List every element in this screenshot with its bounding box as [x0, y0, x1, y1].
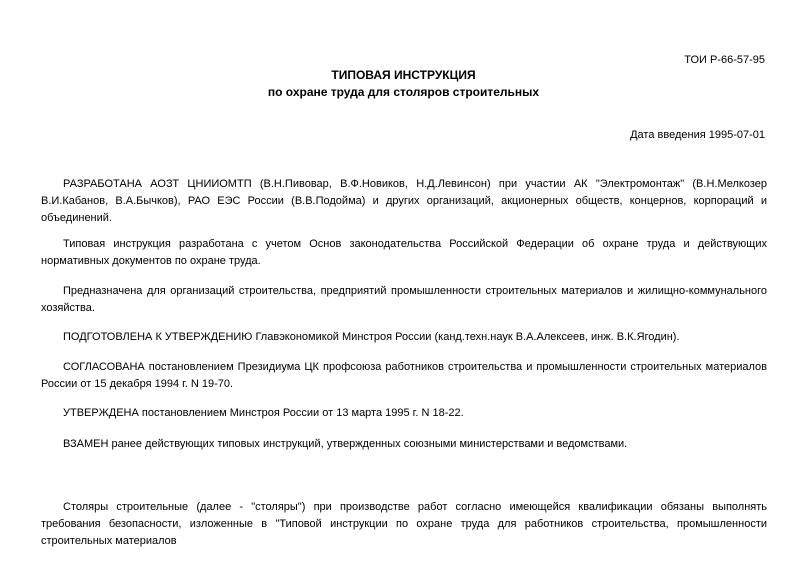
introduction-date: Дата введения 1995-07-01: [630, 129, 765, 141]
paragraph-approved: УТВЕРЖДЕНА постановлением Минстроя России от 13 марта 1995 г. N 18-22.: [63, 407, 464, 419]
paragraph-agreed: СОГЛАСОВАНА постановлением Президиума ЦК профсоюза работников строительства и промышленности строительных материалов России от 15 декабря 1994 г. N 19-70.: [41, 361, 767, 390]
document-title: ТИПОВАЯ ИНСТРУКЦИЯ: [331, 68, 476, 82]
paragraph-replaces: ВЗАМЕН ранее действующих типовых инструкций, утвержденных союзными министерствами и ведомствами.: [63, 438, 628, 450]
paragraph-intended-for: Предназначена для организаций строительства, предприятий промышленности строительных материалов и жилищно-коммунального хозяйства.: [41, 285, 767, 314]
paragraph-prepared-by: ПОДГОТОВЛЕНА К УТВЕРЖДЕНИЮ Главэкономикой Минстроя России (канд.техн.наук В.А.Алексеев, инж. В.К.Ягодин).: [63, 331, 680, 343]
paragraph-developed-by: РАЗРАБОТАНА АОЗТ ЦНИИОМТП (В.Н.Пивовар, В.Ф.Новиков, Н.Д.Левинсон) при участии АК "Электромонтаж" (В.Н.Мелкозер В.И.Кабанов, В.А.Бычков), РАО ЕЭС России (В.В.Подойма) и других организаций, акционерных обществ, концернов, корпораций и объединений.: [41, 178, 767, 224]
paragraph-basis: Типовая инструкция разработана с учетом Основ законодательства Российской Федерации об охране труда и действующих нормативных документов по охране труда.: [41, 238, 767, 267]
document-subtitle: по охране труда для столяров строительных: [267, 85, 540, 99]
document-code: ТОИ Р-66-57-95: [684, 54, 765, 66]
paragraph-main-text: Столяры строительные (далее - "столяры") при производстве работ согласно имеющейся квалификации обязаны выполнять требования безопасности, изложенные в "Типовой инструкции по охране труда для работников строительства, промышленности строительных материалов: [41, 501, 767, 547]
